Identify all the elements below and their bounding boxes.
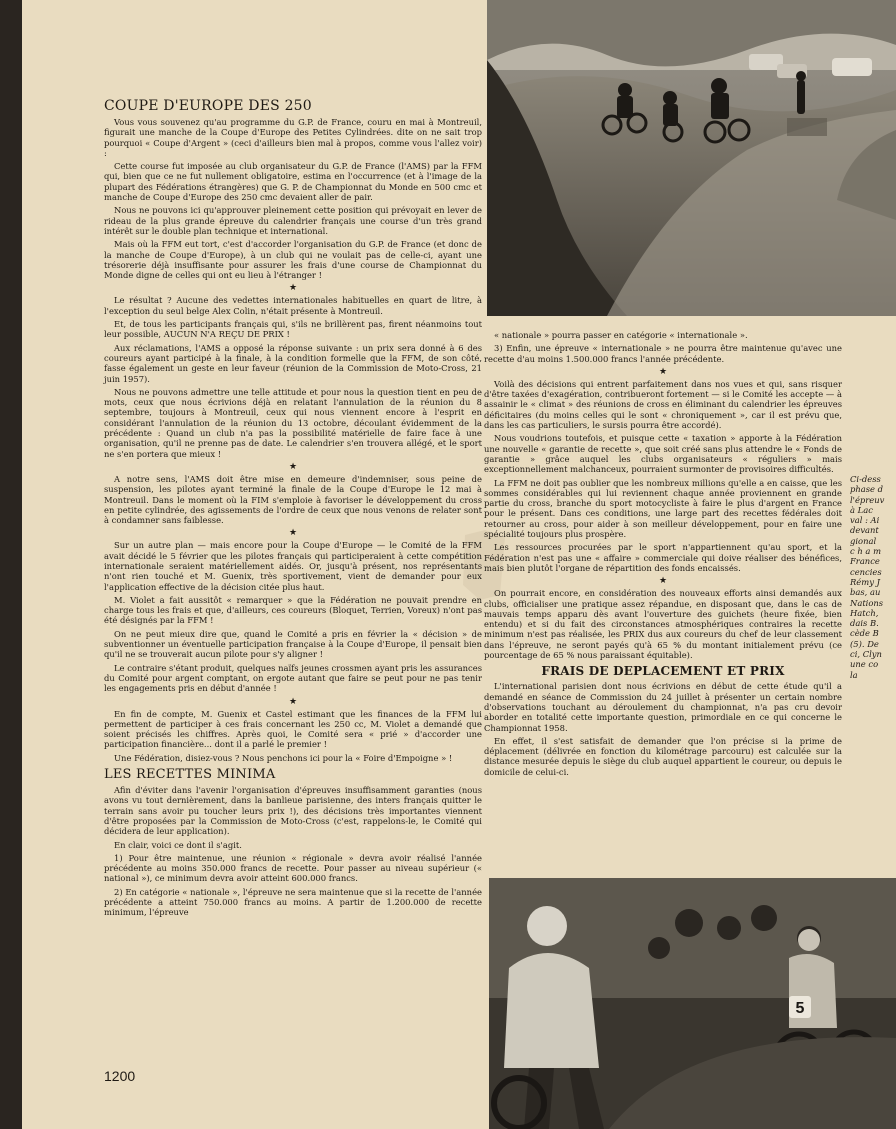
paragraph: On pourrait encore, en considération des nouveaux efforts ainsi demandés aux clubs, officialiser une pratique assez répandue, en disposant que, dans le cas de mauvais temps apparu dès avant l'ouverture des guichets (heure fixée, bien entendu) et si du fait des circonstances atmosphériques contraires la recette minimum n'est pas réalisée, les PRIX dus aux coureurs du chef de leur classement dans l'épreuve, ne seront payés qu'à 65 % du montant initialement prévu (ce pourcentage de 65 % nous paraissant équitable). — [484, 588, 842, 661]
star-separator-icon: ★ — [288, 283, 298, 294]
caption-line: Nations — [850, 597, 884, 608]
caption-line: ci, Clyn — [850, 649, 882, 660]
paragraph: 2) En catégorie « nationale », l'épreuve ne sera maintenue que si la recette de l'année précédente a atteint 750.000 francs au moins. A partir de 1.200.000 de recette minimum, l'épreuve — [104, 886, 482, 918]
paragraph: En fin de compte, M. Guenix et Castel estimant que les finances de la FFM lui permettent de participer à ces frais concernant les 250 cc, M. Violet a demandé que soient précisés les chiffres. Après quoi, le Comité sera « prié » d'accorder une participation financière... dont il a parlé le premier ! — [104, 708, 482, 750]
caption-line: la — [850, 669, 858, 680]
paragraph: A notre sens, l'AMS doit être mise en demeure d'indemniser, sous peine de suspension, les pilotes ayant terminé la finale de la Coupe d'Europe le 12 mai à Montreuil. Dans le moment où la FIM s'emploie à favoriser le développement du cross en petite cylindrée, des agissements de l'ordre de ceux que nous venons de relater sont à condamner sans faiblesse. — [104, 473, 482, 526]
caption-line: phase d — [850, 484, 884, 495]
section-title-recettes-minima: LES RECETTES MINIMA — [104, 767, 276, 783]
paragraph: En effet, il s'est satisfait de demander que l'on précise si la prime de déplacement (délivrée en fonction du kilométrage parcouru) est calculée sur la distance mesurée depuis le siège du club auquel appartient le coureur, ou depuis le domicile de celui-ci. — [484, 735, 842, 777]
section-title-coupe-europe: COUPE D'EUROPE DES 250 — [104, 98, 312, 114]
caption-line: cencies — [850, 566, 882, 577]
paragraph: Une Fédération, disiez-vous ? Nous penchons ici pour la « Foire d'Empoigne » ! — [114, 752, 453, 763]
paragraph: Le résultat ? Aucune des vedettes internationales habituelles en quart de litre, à l'exception du seul belge Alex Colin, n'était présente à Montreuil. — [104, 295, 482, 316]
star-separator-icon: ★ — [288, 696, 298, 707]
magazine-page — [22, 0, 896, 1129]
paragraph: Afin d'éviter dans l'avenir l'organisation d'épreuves insuffisamment garanties (nous avons vu tout dernièrement, dans la banlieue parisienne, des inters français quitter le terrain sans avoir pu toucher leurs prix !), des décisions très importantes viennent d'être proposées par la Commission de Moto-Cross (c'est, rappelons-le, le Comité qui décidera de leur application). — [104, 785, 482, 837]
caption-line: l'épreuv — [850, 494, 885, 505]
paragraph: Mais où la FFM eut tort, c'est d'accorder l'organisation du G.P. de France (et donc de la manche de Coupe d'Europe), à un club qui ne voulait pas de celle-ci, ayant une trésorerie déjà insuffisante pour assurer les frais d'une course de Championnat du Monde digne de celles qui ont eu lieu à l'étranger ! — [104, 239, 482, 281]
caption-line: Rémy J — [850, 576, 880, 587]
caption-line: Ci-dess — [850, 474, 881, 484]
top-photo-image — [487, 0, 896, 316]
caption-line: gional — [850, 535, 877, 546]
caption-line: cède B — [850, 628, 879, 639]
paragraph: Vous vous souvenez qu'au programme du G.P. de France, couru en mai à Montreuil, figurait une manche de la Coupe d'Europe des Petites Cylindrées. dite on ne sait trop pourquoi « Coupe d'Argent » (ceci d'ailleurs bien mal à propos, comme vous l'allez voir) : — [104, 117, 482, 158]
paragraph: Cette course fut imposée au club organisateur du G.P. de France (l'AMS) par la FFM qui, bien que ce ne fut nullement obligatoire, estima en l'occurrence (et à l'image de la plupart des Fédérations étrangères) que G. P. de Championnat du Monde en 500 cmc et manche de Coupe d'Europe des 250 cmc devaient aller de pair. — [104, 161, 482, 203]
bottom-photo-motocross — [489, 878, 896, 1129]
star-separator-icon: ★ — [288, 461, 298, 472]
caption-line: une co — [850, 659, 879, 670]
paragraph: Aux réclamations, l'AMS a opposé la réponse suivante : un prix sera donné à 6 des coureurs ayant participé à la finale, à la condition formelle que la FFM, de son côté, fasse également un geste en leur faveur (réunion de la Commission de Moto-Cross, 21 juin 1957). — [104, 342, 482, 384]
paragraph: « nationale » pourra passer en catégorie « internationale ». — [494, 330, 748, 340]
bottom-photo-image — [489, 878, 896, 1129]
star-separator-icon: ★ — [658, 576, 668, 587]
page-number: 1200 — [104, 1068, 136, 1084]
paragraph: Et, de tous les participants français qui, s'ils ne brillèrent pas, firent néanmoins tout leur possible, AUCUN N'A REÇU DE PRIX ! — [104, 319, 482, 340]
paragraph: Le contraire s'étant produit, quelques naïfs jeunes crossmen ayant pris les assurances du Comité pour argent comptant, on ergote autant que faire se peut pour ne pas tenir les engagements pris en début d'année ! — [104, 662, 482, 694]
paragraph: Nous ne pouvons admettre une telle attitude et pour nous la question tient en peu de mots, ceux que nous écrivions déjà en relatant l'annulation de la réunion du 8 septembre, toujours à Montreuil, ceux qui nous viennent encore à l'esprit en considérant l'annulation de la réunion du 13 octobre, découlant évidemment de la précédente : Quand un club n'a pas la possibilité matérielle de faire face à une organisation, qu'il ne prenne pas de date. Le calendrier s'en trouvera allégé, et le sport ne s'en portera que mieux ! — [104, 386, 482, 459]
caption-line: c h a m — [850, 546, 882, 557]
right-column — [484, 330, 842, 780]
caption-line: bas, au — [850, 587, 881, 598]
caption-line: à Lac — [850, 504, 873, 515]
caption-line: devant — [850, 525, 879, 536]
star-separator-icon: ★ — [658, 366, 668, 377]
section-title-frais-deplacement: FRAIS DE DEPLACEMENT ET PRIX — [541, 664, 785, 679]
caption-line: France — [850, 556, 880, 567]
star-separator-icon: ★ — [288, 528, 298, 539]
paragraph: Nous ne pouvons ici qu'approuver pleinement cette position qui prévoyait en lever de rideau de la plus grande épreuve du calendrier français une course d'un très grand intérêt sur le double plan technique et international. — [104, 205, 482, 236]
paragraph: On ne peut mieux dire que, quand le Comité a pris en février la « décision » de subventionner un éventuelle participation française à la Coupe d'Europe, il pensait bien qu'il ne se trouverait aucun pilote pour s'y aligner ! — [104, 628, 482, 660]
paragraph: La FFM ne doit pas oublier que les nombreux millions qu'elle a en caisse, que les sommes considérables qui lui reviennent chaque année proviennent en grande partie du cross, branche du sport motocycliste à faire le plus d'argent en France pour le présent. Dans ces conditions, une large part des recettes fédérales doit retourner au cross, pour aider à son meilleur développement, pour en faire une spécialité toujours plus prospère. — [484, 477, 842, 540]
paragraph: En clair, voici ce dont il s'agit. — [114, 839, 242, 850]
paragraph: Nous voudrions toutefois, et puisque cette « taxation » apporte à la Fédération une nouvelle « garantie de recette », que soit créé sans plus attendre le « Fonds de garantie » grâce auquel les clubs organisateurs « réguliers » mais exceptionnellement malchanceux, pourraient surmonter de provisoires difficultés. — [484, 433, 842, 475]
race-number: 5 — [795, 1000, 805, 1017]
left-column — [104, 98, 482, 921]
paragraph: Voilà des décisions qui entrent parfaitement dans nos vues et qui, sans risquer d'être taxées d'exagération, contribueront fortement — si le Comité les accepte — à assainir le « climat » des réunions de cross en éliminant du calendrier les épreuves déficitaires (du moins celles qui le sont « chroniquement », car il est prévu que, dans les cas particuliers, le sursis pourra être accordé). — [484, 378, 842, 431]
paragraph: 1) Pour être maintenue, une réunion « régionale » devra avoir réalisé l'année précédente au moins 350.000 francs de recette. Pour passer au niveau supérieur (« national »), ce minimum devra avoir atteint 600.000 francs. — [104, 852, 482, 884]
paragraph: 3) Enfin, une épreuve « internationale » ne pourra être maintenue qu'avec une recette d'au moins 1.500.000 francs l'année précédente. — [484, 343, 842, 364]
caption-line: Hatch, — [850, 607, 879, 618]
paragraph: Sur un autre plan — mais encore pour la Coupe d'Europe — le Comité de la FFM avait décidé le 5 février que les pilotes français qui participeraient à cette compétition internationale seraient matériellement aidés. Or, jusqu'à présent, nos représentants n'ont rien touché et M. Guenix, très sportivement, vient de demander pour eux l'application effective de la décision citée plus haut. — [104, 540, 482, 592]
caption-line: (5). De — [850, 638, 879, 649]
paragraph: M. Violet a fait aussitôt « remarquer » que la Fédération ne pouvait prendre en charge tous les frais et que, d'ailleurs, ces coureurs (Bloquet, Terrien, Voreux) n'ont pas été désignés par la FFM ! — [104, 594, 482, 626]
side-caption-snippet — [850, 474, 896, 680]
top-photo-motocross — [487, 0, 896, 316]
caption-line: dais B. — [850, 618, 879, 629]
caption-line: val : Ai — [850, 515, 880, 526]
paragraph: L'international parisien dont nous écrivions en début de cette étude qu'il a demandé en séance de Commission du 24 juillet à présenter un certain nombre d'observations touchant au déroulement du championnat, n'a pas cru devoir aborder en totalité cette importante question, primordiale en ce qui concerne le Championnat 1958. — [484, 681, 842, 733]
paragraph: Les ressources procurées par le sport n'appartiennent qu'au sport, et la Fédération n'est pas une « affaire » commerciale qui doive réaliser des bénéfices, mais bien plutôt l'organe de répartition des fonds encaissés. — [484, 542, 842, 573]
